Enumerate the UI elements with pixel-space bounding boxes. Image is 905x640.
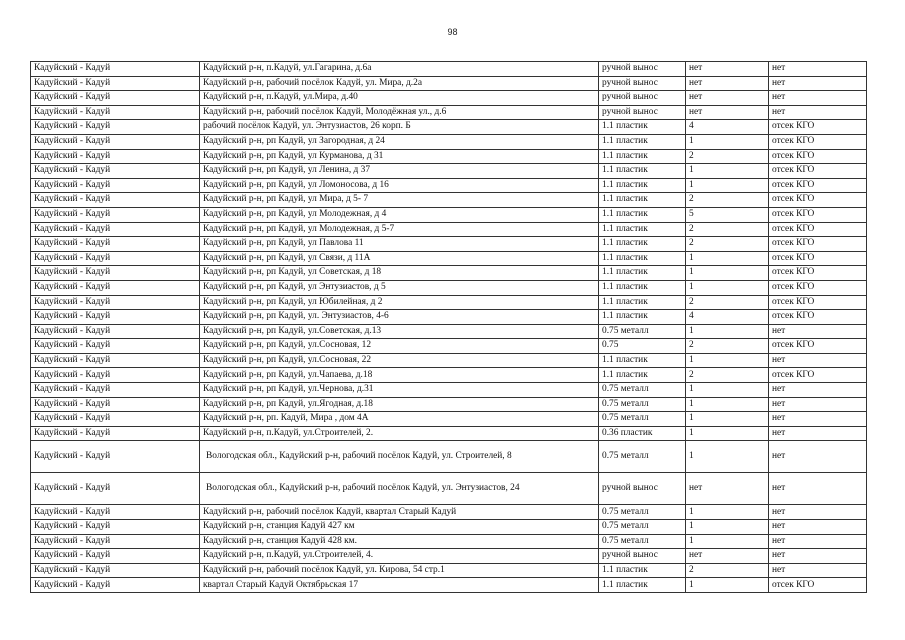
kgo-compartment-cell: нет [769,105,867,120]
container-count-cell: 2 [686,295,769,310]
address-cell: рабочий посёлок Кадуй, ул. Энтузиастов, 26 корп. Б [200,120,599,135]
address-cell: Кадуйский р-н, рп Кадуй, ул.Чернова, д.31 [200,383,599,398]
table-row [31,295,867,310]
table-row [31,353,867,368]
kgo-compartment-cell: отсек КГО [769,222,867,237]
district-cell: Кадуйский - Кадуй [31,91,200,106]
district-cell: Кадуйский - Кадуй [31,76,200,91]
address-cell: Вологодская обл., Кадуйский р-н, рабочий посёлок Кадуй, ул. Энтузиастов, 24 [200,473,599,505]
kgo-compartment-cell: отсек КГО [769,149,867,164]
container-type-cell: 0.75 металл [599,383,686,398]
container-type-cell: 1.1 пластик [599,563,686,578]
kgo-compartment-cell: нет [769,549,867,564]
address-cell: Кадуйский р-н, п.Кадуй, ул.Строителей, 4. [200,549,599,564]
container-type-cell: 1.1 пластик [599,120,686,135]
kgo-compartment-cell: отсек КГО [769,207,867,222]
container-type-cell: ручной вынос [599,105,686,120]
container-count-cell: 2 [686,237,769,252]
table-row [31,534,867,549]
container-count-cell: нет [686,62,769,77]
district-cell: Кадуйский - Кадуй [31,193,200,208]
container-type-cell: 0.75 металл [599,397,686,412]
kgo-compartment-cell: отсек КГО [769,266,867,281]
table-row [31,193,867,208]
container-type-cell: 0.75 металл [599,412,686,427]
district-cell: Кадуйский - Кадуй [31,222,200,237]
address-cell: Кадуйский р-н, рп Кадуй, ул.Чапаева, д.18 [200,368,599,383]
district-cell: Кадуйский - Кадуй [31,251,200,266]
container-count-cell: 1 [686,134,769,149]
kgo-compartment-cell: нет [769,441,867,473]
address-cell: Кадуйский р-н, рп Кадуй, ул Молодежная, д 4 [200,207,599,222]
kgo-compartment-cell: отсек КГО [769,368,867,383]
address-cell: Кадуйский р-н, рп Кадуй, ул Связи, д 11А [200,251,599,266]
district-cell: Кадуйский - Кадуй [31,397,200,412]
address-cell: Кадуйский р-н, рп Кадуй, ул Курманова, д 31 [200,149,599,164]
district-cell: Кадуйский - Кадуй [31,412,200,427]
district-cell: Кадуйский - Кадуй [31,62,200,77]
district-cell: Кадуйский - Кадуй [31,578,200,593]
address-cell: Кадуйский р-н, рабочий посёлок Кадуй, ул. Кирова, 54 стр.1 [200,563,599,578]
container-type-cell: ручной вынос [599,91,686,106]
kgo-compartment-cell: отсек КГО [769,280,867,295]
district-cell: Кадуйский - Кадуй [31,520,200,535]
container-type-cell: 1.1 пластик [599,178,686,193]
table-row [31,207,867,222]
kgo-compartment-cell: нет [769,534,867,549]
container-count-cell: 1 [686,383,769,398]
container-count-cell: 1 [686,324,769,339]
table-row [31,237,867,252]
district-cell: Кадуйский - Кадуй [31,266,200,281]
address-cell: Кадуйский р-н, рп Кадуй, ул.Ягодная, д.18 [200,397,599,412]
container-count-cell: 2 [686,149,769,164]
address-cell: Кадуйский р-н, п.Кадуй, ул.Мира, д.40 [200,91,599,106]
container-type-cell: 1.1 пластик [599,368,686,383]
address-cell: Кадуйский р-н, п.Кадуй, ул.Гагарина, д.6а [200,62,599,77]
table-row [31,91,867,106]
address-cell: Кадуйский р-н, рабочий посёлок Кадуй, ул. Мира, д.2а [200,76,599,91]
table-row [31,426,867,441]
kgo-compartment-cell: нет [769,473,867,505]
container-count-cell: 4 [686,120,769,135]
kgo-compartment-cell: нет [769,412,867,427]
container-count-cell: нет [686,76,769,91]
address-cell: Кадуйский р-н, рп Кадуй, ул.Сосновая, 22 [200,353,599,368]
registry-table [30,61,867,593]
container-count-cell: 1 [686,266,769,281]
container-type-cell: 1.1 пластик [599,207,686,222]
container-type-cell: 1.1 пластик [599,266,686,281]
address-cell: Кадуйский р-н, рп Кадуй, ул. Энтузиастов, 4-6 [200,310,599,325]
container-type-cell: 1.1 пластик [599,310,686,325]
table-row [31,520,867,535]
kgo-compartment-cell: нет [769,505,867,520]
address-cell: Кадуйский р-н, рп Кадуй, ул Мира, д 5- 7 [200,193,599,208]
district-cell: Кадуйский - Кадуй [31,310,200,325]
kgo-compartment-cell: нет [769,397,867,412]
table-row [31,578,867,593]
address-cell: Кадуйский р-н, рабочий посёлок Кадуй, Молодёжная ул., д.6 [200,105,599,120]
district-cell: Кадуйский - Кадуй [31,505,200,520]
container-type-cell: 0.75 металл [599,534,686,549]
container-count-cell: 2 [686,193,769,208]
container-count-cell: 5 [686,207,769,222]
district-cell: Кадуйский - Кадуй [31,426,200,441]
address-cell: Кадуйский р-н, рп Кадуй, ул Энтузиастов, д 5 [200,280,599,295]
address-cell: Кадуйский р-н, рп Кадуй, ул.Сосновая, 12 [200,339,599,354]
container-type-cell: 0.75 металл [599,520,686,535]
container-type-cell: 1.1 пластик [599,164,686,179]
table-row [31,397,867,412]
district-cell: Кадуйский - Кадуй [31,368,200,383]
table-row [31,339,867,354]
address-cell: Кадуйский р-н, рп Кадуй, ул Советская, д 18 [200,266,599,281]
kgo-compartment-cell: нет [769,76,867,91]
container-type-cell: 1.1 пластик [599,280,686,295]
district-cell: Кадуйский - Кадуй [31,339,200,354]
container-type-cell: ручной вынос [599,76,686,91]
kgo-compartment-cell: отсек КГО [769,339,867,354]
container-count-cell: 1 [686,178,769,193]
container-type-cell: 1.1 пластик [599,134,686,149]
kgo-compartment-cell: отсек КГО [769,310,867,325]
address-cell: Кадуйский р-н, рп Кадуй, ул Юбилейная, д 2 [200,295,599,310]
address-cell: Кадуйский р-н, рп Кадуй, ул Загородная, д 24 [200,134,599,149]
address-cell: Кадуйский р-н, рп. Кадуй, Мира , дом 4А [200,412,599,427]
table-row [31,105,867,120]
container-type-cell: 1.1 пластик [599,251,686,266]
district-cell: Кадуйский - Кадуй [31,549,200,564]
container-count-cell: 1 [686,251,769,266]
container-type-cell: 0.75 металл [599,324,686,339]
kgo-compartment-cell: отсек КГО [769,193,867,208]
district-cell: Кадуйский - Кадуй [31,207,200,222]
kgo-compartment-cell: нет [769,520,867,535]
kgo-compartment-cell: отсек КГО [769,178,867,193]
container-type-cell: 1.1 пластик [599,237,686,252]
kgo-compartment-cell: нет [769,383,867,398]
container-count-cell: 1 [686,505,769,520]
table-row [31,412,867,427]
address-cell: Кадуйский р-н, станция Кадуй 428 км. [200,534,599,549]
district-cell: Кадуйский - Кадуй [31,563,200,578]
address-cell: Кадуйский р-н, рабочий посёлок Кадуй, квартал Старый Кадуй [200,505,599,520]
container-type-cell: 0.75 металл [599,505,686,520]
container-count-cell: 1 [686,520,769,535]
table-row [31,76,867,91]
table-row [31,178,867,193]
container-type-cell: 1.1 пластик [599,578,686,593]
address-cell: Кадуйский р-н, п.Кадуй, ул.Строителей, 2. [200,426,599,441]
address-cell: квартал Старый Кадуй Октябрьская 17 [200,578,599,593]
address-cell: Кадуйский р-н, рп Кадуй, ул Ленина, д 37 [200,164,599,179]
container-count-cell: 1 [686,534,769,549]
container-type-cell: ручной вынос [599,62,686,77]
container-type-cell: 1.1 пластик [599,353,686,368]
kgo-compartment-cell: отсек КГО [769,578,867,593]
container-type-cell: 1.1 пластик [599,295,686,310]
container-count-cell: 1 [686,397,769,412]
table-row [31,473,867,505]
kgo-compartment-cell: нет [769,353,867,368]
table-row [31,251,867,266]
table-row [31,149,867,164]
address-cell: Кадуйский р-н, станция Кадуй 427 км [200,520,599,535]
address-cell: Вологодская обл., Кадуйский р-н, рабочий посёлок Кадуй, ул. Строителей, 8 [200,441,599,473]
table-row [31,505,867,520]
kgo-compartment-cell: нет [769,563,867,578]
registry-table-body [31,62,867,593]
table-row [31,134,867,149]
kgo-compartment-cell: отсек КГО [769,251,867,266]
table-row [31,164,867,179]
kgo-compartment-cell: нет [769,324,867,339]
kgo-compartment-cell: отсек КГО [769,134,867,149]
page-number: 98 [447,27,458,37]
container-count-cell: 2 [686,222,769,237]
container-count-cell: 2 [686,339,769,354]
district-cell: Кадуйский - Кадуй [31,164,200,179]
kgo-compartment-cell: нет [769,62,867,77]
address-cell: Кадуйский р-н, рп Кадуй, ул Павлова 11 [200,237,599,252]
table-row [31,563,867,578]
district-cell: Кадуйский - Кадуй [31,383,200,398]
container-count-cell: нет [686,91,769,106]
address-cell: Кадуйский р-н, рп Кадуй, ул Ломоносова, д 16 [200,178,599,193]
district-cell: Кадуйский - Кадуй [31,534,200,549]
container-type-cell: 0.75 металл [599,441,686,473]
container-count-cell: 1 [686,280,769,295]
container-count-cell: 1 [686,353,769,368]
container-count-cell: 1 [686,578,769,593]
district-cell: Кадуйский - Кадуй [31,324,200,339]
container-type-cell: 0.36 пластик [599,426,686,441]
district-cell: Кадуйский - Кадуй [31,178,200,193]
table-row [31,222,867,237]
district-cell: Кадуйский - Кадуй [31,473,200,505]
table-row [31,368,867,383]
kgo-compartment-cell: нет [769,426,867,441]
container-count-cell: 1 [686,412,769,427]
table-row [31,383,867,398]
district-cell: Кадуйский - Кадуй [31,353,200,368]
container-count-cell: 2 [686,563,769,578]
district-cell: Кадуйский - Кадуй [31,149,200,164]
table-row [31,280,867,295]
district-cell: Кадуйский - Кадуй [31,237,200,252]
district-cell: Кадуйский - Кадуй [31,441,200,473]
container-type-cell: 1.1 пластик [599,149,686,164]
kgo-compartment-cell: отсек КГО [769,120,867,135]
table-row [31,266,867,281]
container-type-cell: ручной вынос [599,473,686,505]
district-cell: Кадуйский - Кадуй [31,120,200,135]
table-row [31,441,867,473]
table-row [31,549,867,564]
table-row [31,62,867,77]
address-cell: Кадуйский р-н, рп Кадуй, ул.Советская, д.13 [200,324,599,339]
kgo-compartment-cell: нет [769,91,867,106]
kgo-compartment-cell: отсек КГО [769,295,867,310]
container-type-cell: 1.1 пластик [599,222,686,237]
table-row [31,310,867,325]
table-row [31,120,867,135]
container-count-cell: нет [686,105,769,120]
district-cell: Кадуйский - Кадуй [31,105,200,120]
container-count-cell: 2 [686,368,769,383]
kgo-compartment-cell: отсек КГО [769,164,867,179]
table-row [31,324,867,339]
container-type-cell: 1.1 пластик [599,193,686,208]
district-cell: Кадуйский - Кадуй [31,280,200,295]
district-cell: Кадуйский - Кадуй [31,295,200,310]
container-count-cell: нет [686,473,769,505]
container-count-cell: 1 [686,164,769,179]
container-count-cell: нет [686,549,769,564]
container-type-cell: 0.75 [599,339,686,354]
address-cell: Кадуйский р-н, рп Кадуй, ул Молодежная, д 5-7 [200,222,599,237]
district-cell: Кадуйский - Кадуй [31,134,200,149]
container-count-cell: 4 [686,310,769,325]
kgo-compartment-cell: отсек КГО [769,237,867,252]
container-count-cell: 1 [686,441,769,473]
container-count-cell: 1 [686,426,769,441]
container-type-cell: ручной вынос [599,549,686,564]
